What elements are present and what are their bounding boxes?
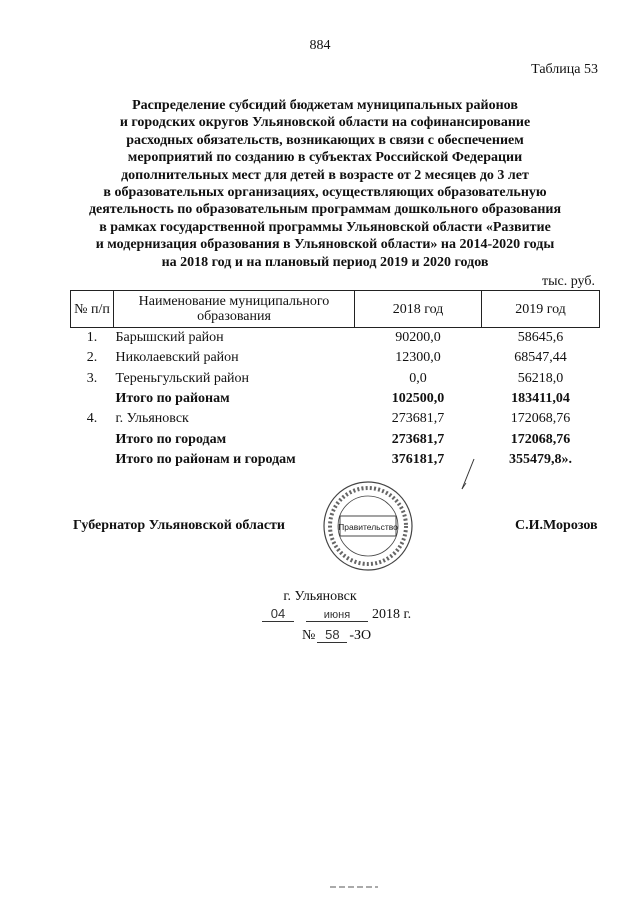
row-num: 2. (86, 350, 98, 366)
row-name: Николаевский район (115, 350, 239, 366)
row-name: Барышский район (115, 330, 224, 346)
title-line: мероприятий по созданию в субъектах Российской Федерации (127, 150, 523, 166)
table-row (71, 409, 600, 429)
table-row (71, 348, 600, 368)
official-stamp (320, 478, 416, 574)
row-num (71, 389, 114, 409)
adoption-date (262, 606, 411, 623)
row-2019: 355479,8». (509, 451, 572, 467)
title-line: в образовательных организациях, осуществляющих образовательную (103, 185, 547, 201)
row-num: 4. (86, 411, 98, 427)
row-num (71, 429, 114, 449)
title-line: деятельность по образовательным программам дошкольного образования (88, 202, 562, 218)
row-2019: 183411,04 (511, 391, 570, 407)
stamp-text: Правительство (338, 522, 398, 532)
header-num: № п/п (71, 291, 114, 328)
row-name: Итого по районам и городам (115, 451, 296, 467)
governor-name: С.И.Морозов (515, 518, 598, 533)
row-2019: 68547,44 (514, 350, 567, 366)
table-header-row (71, 291, 600, 328)
row-2018: 273681,7 (391, 431, 445, 447)
title-line: и городских округов Ульяновской области на софинансирование (119, 115, 531, 131)
number-prefix: № (302, 628, 316, 643)
row-num (71, 450, 114, 470)
units-label: тыс. руб. (542, 274, 595, 289)
date-day: 04 (262, 606, 294, 622)
table-row (71, 369, 600, 389)
subsidies-table (70, 290, 600, 470)
title-line: Распределение субсидий бюджетам муниципальных районов (132, 98, 518, 113)
signature-mark (440, 455, 490, 495)
row-2018: 376181,7 (391, 451, 445, 467)
date-year: 2018 г. (372, 607, 412, 622)
city: г. Ульяновск (283, 589, 357, 604)
document-title (60, 97, 590, 271)
table-row (71, 328, 600, 349)
row-2019: 58645,6 (517, 330, 564, 346)
footer-mark (330, 884, 378, 890)
row-name: Итого по городам (115, 431, 227, 447)
table-row-total (71, 389, 600, 409)
header-name: Наименование муниципального образования (114, 291, 355, 328)
title-line: на 2018 год и на плановый период 2019 и 2020 годов (161, 254, 489, 270)
row-2018: 102500,0 (391, 391, 445, 407)
row-2018: 90200,0 (395, 330, 441, 346)
header-2019: 2019 год (482, 291, 600, 328)
row-2019: 172068,76 (510, 431, 571, 447)
row-2018: 273681,7 (391, 411, 445, 427)
row-num: 1. (86, 330, 98, 346)
row-num: 3. (86, 370, 98, 386)
date-month: июня (306, 609, 368, 622)
row-2018: 12300,0 (395, 350, 441, 366)
title-line: дополнительных мест для детей в возрасте от 2 месяцев до 3 лет (121, 167, 529, 183)
row-name: г. Ульяновск (115, 411, 189, 427)
table-row-grand-total (71, 450, 600, 470)
row-name: Тереньгульский район (115, 370, 250, 386)
header-2018: 2018 год (355, 291, 482, 328)
page-number: 884 (309, 38, 331, 53)
governor-title: Губернатор Ульяновской области (73, 518, 285, 533)
table-row-total (71, 429, 600, 449)
title-line: расходных обязательств, возникающих в связи с обеспечением (126, 132, 524, 148)
row-2019: 56218,0 (517, 370, 564, 386)
title-line: и модернизация образования в Ульяновской области» на 2014-2020 годы (95, 237, 555, 253)
law-number (302, 627, 371, 644)
table-number: Таблица 53 (531, 62, 598, 77)
number-suffix: -ЗО (349, 628, 372, 643)
title-line: в рамках государственной программы Ульяновской области «Развитие (99, 219, 551, 235)
row-name: Итого по районам (115, 391, 230, 407)
number-value: 58 (317, 627, 347, 643)
row-2018: 0,0 (409, 370, 427, 386)
row-2019: 172068,76 (510, 411, 571, 427)
